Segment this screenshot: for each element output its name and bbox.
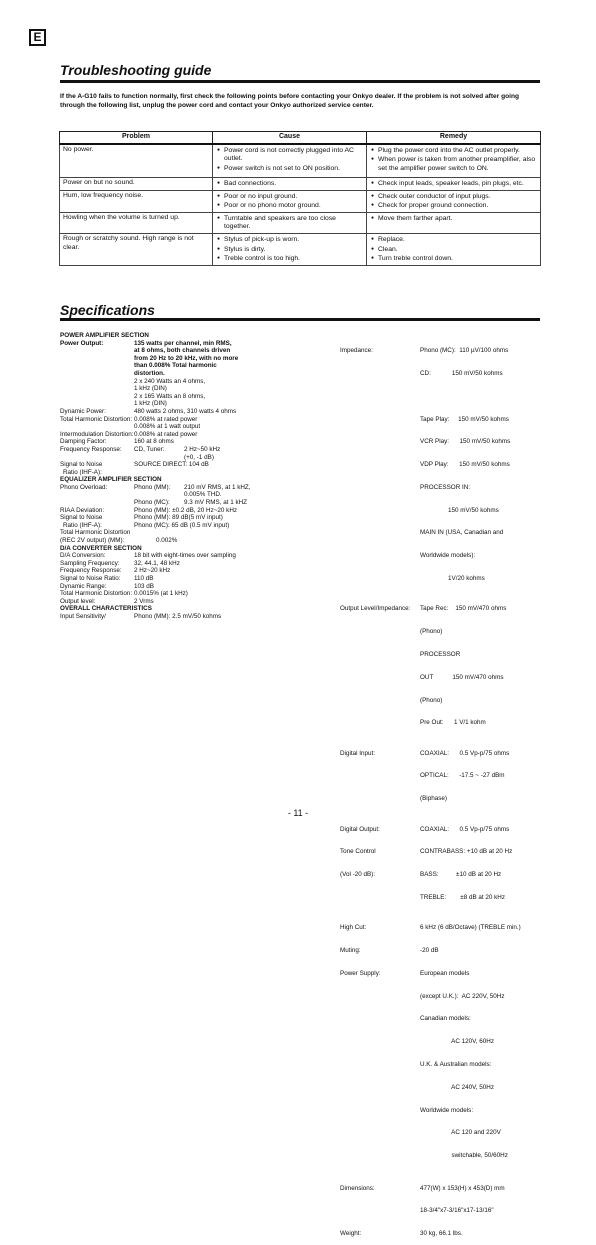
- spec-value: 2 x 240 Watts an 4 ohms,: [134, 377, 206, 385]
- table-row: [60, 144, 541, 178]
- spec-key: (Vol -20 dB):: [340, 871, 375, 879]
- spec-key: Ratio (IHF-A):: [63, 521, 102, 529]
- problem-cell: Hum, low frequency noise.: [60, 190, 213, 212]
- spec-value: 9.3 mV RMS, at 1 kHZ: [184, 499, 247, 507]
- spec-value: CD: 150 mV/50 kohms: [420, 369, 503, 377]
- spec-row: [60, 522, 322, 530]
- spec-row: [60, 484, 322, 492]
- cause-cell: [213, 144, 367, 178]
- spec-value: COAXIAL: 0.5 Vp-p/75 ohms: [420, 749, 510, 757]
- spec-key: Power Output:: [60, 339, 104, 347]
- remedy-item: ● Turn treble control down.: [370, 254, 537, 264]
- remedy-item: ● Replace.: [370, 235, 537, 245]
- spec-value: 103 dB: [134, 582, 154, 590]
- spec-heading: POWER AMPLIFIER SECTION: [60, 332, 149, 339]
- spec-row: [60, 431, 322, 439]
- spec-value: Tape Play: 150 mV/50 kohms: [420, 415, 509, 423]
- spec-value: 150 mV/50 kohms: [420, 506, 499, 514]
- spec-value: Phono (MC): 65 dB (0.5 mV input): [134, 521, 230, 529]
- spec-row: [60, 598, 322, 606]
- cause-item: ● Stylus of pick-up is worn.: [216, 235, 363, 245]
- remedy-item: ● Check input leads, speaker leads, pin plugs, etc.: [370, 179, 537, 189]
- spec-value: 0.008% at rated power: [134, 430, 198, 438]
- spec-key: Dimensions:: [340, 1184, 375, 1192]
- spec-key: Total Harmonic Distortion: [60, 529, 131, 537]
- spec-value: 2 x 165 Watts an 8 ohms,: [134, 392, 206, 400]
- spec-value: 160 at 8 ohms: [134, 438, 174, 446]
- header-problem: Problem: [60, 132, 213, 144]
- spec-key: Digital Input:: [340, 749, 376, 757]
- spec-value: Tape Rec: 150 mV/470 ohms: [420, 605, 507, 613]
- spec-row: [340, 826, 550, 834]
- spec-value: from 20 Hz to 20 kHz, with no more: [134, 354, 239, 362]
- spec-value: AC 120V, 60Hz: [420, 1038, 494, 1046]
- spec-row: [60, 567, 322, 575]
- spec-value: (+0, -1 dB): [184, 453, 214, 461]
- spec-key: Signal to Noise: [60, 461, 103, 469]
- spec-value: Phono (MM): 2.5 mV/50 kohms: [134, 612, 222, 620]
- specs-right-column: [340, 332, 550, 1245]
- spec-value: VCR Play: 150 mV/50 kohms: [420, 438, 511, 446]
- spec-value: (Phono): [420, 696, 443, 704]
- spec-key: Tone Control: [340, 848, 376, 856]
- remedy-item: ● Plug the power cord into the AC outlet properly.: [370, 146, 537, 156]
- spec-key: Total Harmonic Distortion:: [60, 415, 133, 423]
- spec-key: Weight:: [340, 1230, 362, 1238]
- spec-value: European models: [420, 969, 470, 977]
- cause-item: ● Treble control is too high.: [216, 254, 363, 264]
- spec-row: [60, 613, 322, 621]
- spec-value: AC 120 and 220V: [420, 1129, 501, 1137]
- spec-key: Muting:: [340, 947, 361, 955]
- cause-item: ● Power cord is not correctly plugged into AC outlet.: [216, 146, 363, 164]
- troubleshooting-table: [59, 131, 541, 266]
- remedy-cell: [367, 178, 541, 191]
- spec-value: 0.008% at rated power: [134, 415, 198, 423]
- spec-row: [340, 871, 550, 879]
- spec-row: [60, 408, 322, 416]
- spec-value: 1 kHz (DIN): [134, 385, 167, 393]
- remedy-cell: [367, 190, 541, 212]
- spec-key: Input Sensitivity/: [60, 612, 106, 620]
- spec-value: 0.0015% (at 1 kHz): [134, 590, 188, 598]
- spec-row: [340, 347, 550, 355]
- spec-value: 6 kHz (6 dB/Octave) (TREBLE min.): [420, 924, 521, 932]
- spec-row: [60, 575, 322, 583]
- spec-value: (Phono): [420, 628, 443, 636]
- table-header-row: [60, 132, 541, 144]
- spec-key: Frequency Response:: [60, 567, 122, 575]
- spec-key: Dynamic Power:: [60, 407, 106, 415]
- spec-row: [340, 1230, 550, 1238]
- spec-value: (except U.K.): AC 220V, 50Hz: [420, 992, 505, 1000]
- spec-key: (REC 2V output) (MM):: [60, 537, 125, 545]
- spec-value: 0.008% at 1 watt output: [134, 423, 201, 431]
- spec-value: Canadian models:: [420, 1015, 471, 1023]
- spec-key: Signal to Noise Ratio:: [60, 575, 121, 582]
- spec-row: [60, 560, 322, 568]
- spec-value: OUT 150 mV/470 ohms: [420, 673, 504, 681]
- spec-value: [340, 393, 550, 401]
- cause-item: ● Stylus is dirty.: [216, 245, 363, 255]
- cause-item: ● Power switch is not set to ON position.: [216, 164, 363, 174]
- spec-row: [340, 924, 550, 932]
- table-row: [60, 178, 541, 191]
- remedy-cell: [367, 212, 541, 233]
- spec-value: -20 dB: [420, 947, 439, 955]
- spec-row: [60, 438, 322, 446]
- table-row: [60, 212, 541, 233]
- spec-sub-key: Phono (MM):: [134, 483, 171, 491]
- cause-cell: [213, 190, 367, 212]
- spec-key: Total Harmonic Distortion:: [60, 590, 133, 598]
- header-remedy: Remedy: [367, 132, 541, 144]
- spec-value: U.K. & Australian models:: [420, 1061, 492, 1068]
- problem-cell: Power on but no sound.: [60, 178, 213, 191]
- spec-value: 480 watts 2 ohms, 310 watts 4 ohms: [134, 407, 237, 415]
- remedy-cell: [367, 234, 541, 266]
- spec-value: 477(W) x 153(H) x 453(D) mm: [420, 1184, 505, 1192]
- spec-sub-key: CD, Tuner:: [134, 445, 165, 453]
- cause-cell: [213, 212, 367, 233]
- spec-key: RIAA Deviation:: [60, 506, 105, 514]
- problem-cell: Rough or scratchy sound. High range is not clear.: [60, 234, 213, 266]
- remedy-cell: [367, 144, 541, 178]
- spec-key: Impedance:: [340, 347, 373, 355]
- cause-item: ● Turntable and speakers are too close together.: [216, 214, 363, 232]
- remedy-item: ● Clean.: [370, 245, 537, 255]
- spec-value: at 8 ohms, both channels driven: [134, 347, 231, 355]
- spec-value: MAIN IN (USA, Canadian and: [420, 529, 504, 537]
- spec-row: [340, 605, 550, 613]
- remedy-item: ● Check outer conductor of input plugs.: [370, 192, 537, 202]
- spec-value: VDP Play: 150 mV/50 kohms: [420, 461, 510, 469]
- spec-value: 18-3/4"x7-3/16"x17-13/16": [420, 1207, 494, 1215]
- spec-row: [340, 947, 550, 955]
- spec-value: 0.002%: [156, 537, 178, 545]
- remedy-item: ● When power is taken from another preamplifier, also set the amplifier power switch to ON.: [370, 155, 537, 173]
- spec-row: [340, 1185, 550, 1193]
- spec-key: Output level:: [60, 597, 96, 605]
- spec-value: 210 mV RMS, at 1 kHZ,: [184, 483, 251, 491]
- intro-paragraph: If the A-G10 fails to function normally, first check the following points before contacting your Onkyo dealer. If the problem is not solved after going through the following list, unplug the power cord and contact your Onkyo authorized service center.: [60, 93, 520, 109]
- spec-value: 2 Vrms: [134, 597, 154, 605]
- problem-cell: No power.: [60, 144, 213, 178]
- spec-value: 135 watts per channel, min RMS,: [134, 339, 232, 347]
- table-row: [60, 234, 541, 266]
- spec-key: High Cut:: [340, 924, 367, 932]
- spec-row: [60, 446, 322, 454]
- spec-value: Worldwide models:: [420, 1106, 474, 1114]
- spec-key: D/A Conversion:: [60, 552, 106, 560]
- spec-value: BASS: ±10 dB at 20 Hz: [420, 871, 502, 879]
- spec-value: Phono (MC): 110 µV/100 ohms: [420, 347, 509, 355]
- spec-row: [60, 340, 322, 348]
- spec-value: PROCESSOR: [420, 650, 461, 658]
- spec-value: 0.005% THD.: [184, 491, 222, 499]
- spec-heading: OVERALL CHARACTERISTICS: [60, 605, 152, 613]
- table-row: [60, 190, 541, 212]
- spec-value: Phono (MM): ±0.2 dB, 20 Hz~20 kHz: [134, 506, 238, 514]
- spec-row: [60, 416, 322, 424]
- spec-value: 1V/20 kohms: [420, 575, 485, 582]
- spec-key: Sampling Frequency:: [60, 559, 120, 567]
- spec-value: Pre Out: 1 V/1 kohm: [420, 719, 486, 727]
- spec-sub-key: Phono (MC):: [134, 499, 170, 507]
- spec-row: [60, 552, 322, 560]
- page-number: - 11 -: [287, 808, 309, 818]
- spec-value: (Biphase): [420, 795, 447, 803]
- remedy-item: ● Check for proper ground connection.: [370, 201, 537, 211]
- spec-key: Damping Factor:: [60, 438, 107, 446]
- spec-key: Intermodulation Distortion:: [60, 430, 134, 438]
- specifications-title: Specifications: [60, 302, 155, 318]
- spec-value: SOURCE DIRECT: 104 dB: [134, 461, 209, 469]
- spec-row: [60, 499, 322, 507]
- spec-value: 2 Hz~20 kHz: [134, 567, 171, 575]
- spec-value: than 0.008% Total harmonic: [134, 362, 217, 370]
- language-badge: E: [29, 29, 46, 46]
- spec-heading: EQUALIZER AMPLIFIER SECTION: [60, 476, 162, 484]
- cause-item: ● Poor or no input ground.: [216, 192, 363, 202]
- spec-value: 18 bit with eight-times over sampling: [134, 552, 236, 560]
- spec-key: [60, 499, 134, 507]
- cause-cell: [213, 178, 367, 191]
- title-rule-thick: [60, 80, 215, 83]
- spec-row: [60, 514, 322, 522]
- spec-key: Phono Overload:: [60, 483, 108, 491]
- spec-row: [340, 970, 550, 978]
- spec-row: [60, 461, 322, 469]
- spec-key: Signal to Noise: [60, 514, 103, 522]
- spec-value: PROCESSOR IN:: [420, 483, 471, 491]
- spec-value: 2 Hz~50 kHz: [184, 445, 221, 453]
- spec-row: [340, 750, 550, 758]
- spec-key: Dynamic Range:: [60, 582, 107, 590]
- spec-value: 32, 44.1, 48 kHz: [134, 559, 180, 567]
- spec-value: 1 kHz (DIN): [134, 400, 167, 408]
- spec-value: distortion.: [134, 369, 165, 377]
- specs-left-column: [60, 332, 322, 621]
- spec-key: Frequency Response:: [60, 445, 122, 453]
- spec-row: [60, 583, 322, 591]
- spec-value: COAXIAL: 0.5 Vp-p/75 ohms: [420, 825, 510, 833]
- spec-row: [340, 848, 550, 856]
- problem-cell: Howling when the volume is turned up.: [60, 212, 213, 233]
- spec-value: AC 240V, 50Hz: [420, 1083, 494, 1091]
- spec-value: Worldwide models):: [420, 552, 476, 560]
- spec-value: Phono (MM): 89 dB(5 mV input): [134, 514, 223, 522]
- spec-value: 110 dB: [134, 575, 154, 582]
- spec-key: Power Supply:: [340, 969, 381, 977]
- troubleshooting-title: Troubleshooting guide: [60, 62, 212, 78]
- spec-value: 30 kg, 66.1 lbs.: [420, 1230, 463, 1238]
- spec-value: TREBLE: ±8 dB at 20 kHz: [420, 893, 505, 901]
- spec-key: Output Level/Impedance:: [340, 605, 411, 613]
- spec-value: CONTRABASS: +10 dB at 20 Hz: [420, 848, 513, 856]
- spec-heading: D/A CONVERTER SECTION: [60, 544, 142, 552]
- specs-title-rule-thick: [60, 318, 215, 321]
- spec-row: [60, 537, 322, 545]
- remedy-item: ● Move them farther apart.: [370, 214, 537, 224]
- spec-row: [60, 590, 322, 598]
- cause-cell: [213, 234, 367, 266]
- spec-row: [60, 507, 322, 515]
- spec-value: switchable, 50/60Hz: [420, 1152, 508, 1160]
- cause-item: ● Poor or no phono motor ground.: [216, 201, 363, 211]
- spec-key: Ratio (IHF-A):: [63, 468, 102, 476]
- cause-item: ● Bad connections.: [216, 179, 363, 189]
- spec-value: OPTICAL: -17.5 ~ -27 dBm: [420, 772, 505, 780]
- spec-key: Digital Output:: [340, 825, 380, 833]
- header-cause: Cause: [213, 132, 367, 144]
